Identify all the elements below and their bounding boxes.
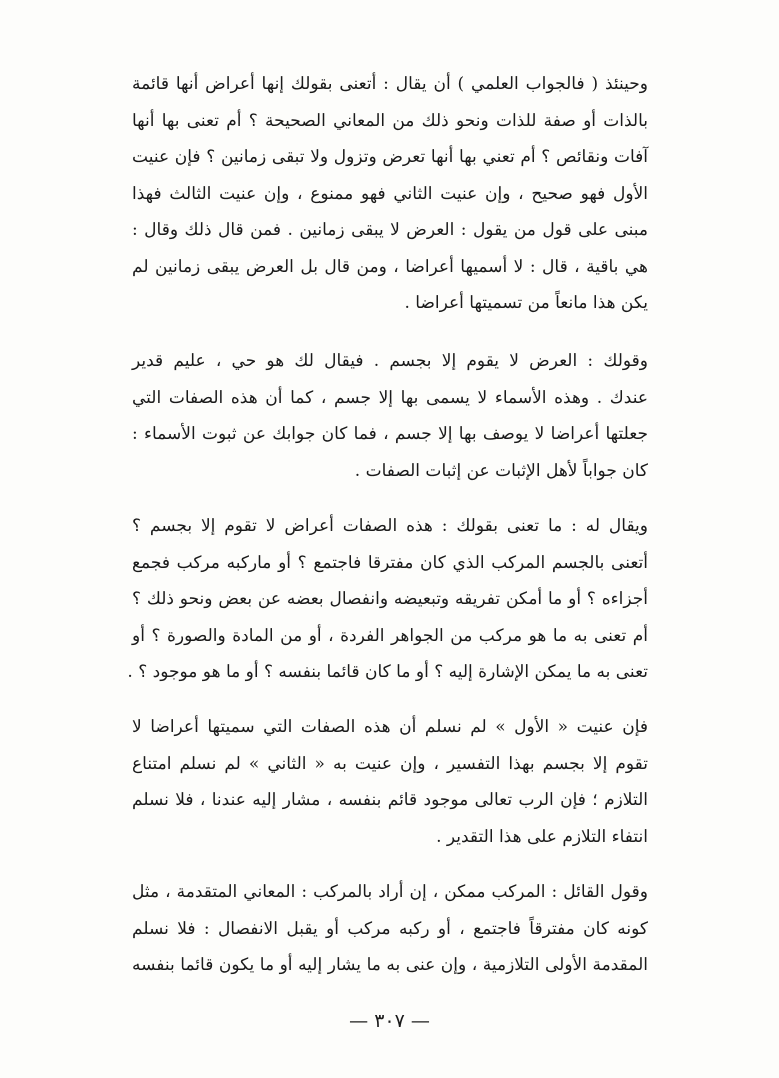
text-line: أجزاءه ؟ أو ما أمكن تفريقه وتبعيضه وانفصال بعضه عن بعض ونحو ذلك ؟ (132, 589, 648, 609)
text-line: عندك . وهذه الأسماء لا يسمى بها إلا جسم ، كما أن هذه الصفات التي (132, 387, 648, 408)
text-line: الأول فهو صحيح ، وإن عنيت الثاني فهو ممنوع ، وإن عنيت الثالث فهذا (132, 183, 648, 204)
text-line: مبنى على قول من يقول : العرض لا يبقى زمانين . فمن قال ذلك وقال : (132, 220, 648, 240)
text-line: المقدمة الأولى التلازمية ، وإن عنى به ما يشار إليه أو ما يكون قائما بنفسه (132, 955, 648, 975)
text-line: وحينئذ ( فالجواب العلمي ) أن يقال : أتعنى بقولك إنها أعراض أنها قائمة (132, 74, 648, 94)
paragraph-5 (132, 874, 648, 984)
text-line: آفات ونقائص ؟ أم تعني بها أنها تعرض وتزول ولا تبقى زمانين ؟ فإن عنيت (132, 147, 648, 167)
text-line: جعلتها أعراضا لا يوصف بها إلا جسم ، فما كان جوابك عن ثبوت الأسماء : (132, 424, 648, 444)
text-line: تقوم إلا بجسم بهذا التفسير ، وإن عنيت به « الثاني » لم نسلم امتناع (132, 753, 648, 774)
text-line: أتعنى بالجسم المركب الذي كان مفترقا فاجتمع ؟ أو ماركبه مركب فجمع (132, 552, 648, 573)
page-number: — ٣٠٧ — (349, 1010, 430, 1032)
text-line: كونه كان مفترقاً فاجتمع ، أو ركبه مركب أو يقبل الانفصال : فلا نسلم (132, 918, 648, 939)
text-line: بالذات أو صفة للذات ونحو ذلك من المعاني الصحيحة ؟ أم تعنى بها أنها (132, 110, 648, 131)
text-line: وقول القائل : المركب ممكن ، إن أراد بالمركب : المعاني المتقدمة ، مثل (132, 882, 648, 902)
paragraph-2 (132, 343, 648, 489)
paragraph-3 (127, 508, 648, 691)
text-line: يكن هذا مانعاً من تسميتها أعراضا . (404, 293, 648, 313)
text-line: تعنى به ما يمكن الإشارة إليه ؟ أو ما كان قائما بنفسه ؟ أو ما هو موجود ؟ . (127, 662, 648, 682)
text-line: ويقال له : ما تعنى بقولك : هذه الصفات أعراض لا تقوم إلا بجسم ؟ (132, 516, 648, 536)
text-line: كان جواباً لأهل الإثبات عن إثبات الصفات . (354, 460, 648, 481)
text-line: أم تعنى به ما هو مركب من الجواهر الفردة ، أو من المادة والصورة ؟ أو (132, 625, 648, 646)
text-line: فإن عنيت « الأول » لم نسلم أن هذه الصفات التي سميتها أعراضا لا (132, 717, 648, 737)
paragraph-1 (132, 66, 648, 322)
text-line: وقولك : العرض لا يقوم إلا بجسم . فيقال لك هو حي ، عليم قدير (132, 351, 648, 371)
paragraph-4 (132, 709, 648, 855)
text-line: هي باقية ، قال : لا أسميها أعراضا ، ومن قال بل العرض يبقى زمانين لم (132, 256, 648, 277)
text-line: التلازم ؛ فإن الرب تعالى موجود قائم بنفسه ، مشار إليه عندنا ، فلا نسلم (132, 790, 648, 810)
text-line: انتفاء التلازم على هذا التقدير . (436, 826, 648, 847)
